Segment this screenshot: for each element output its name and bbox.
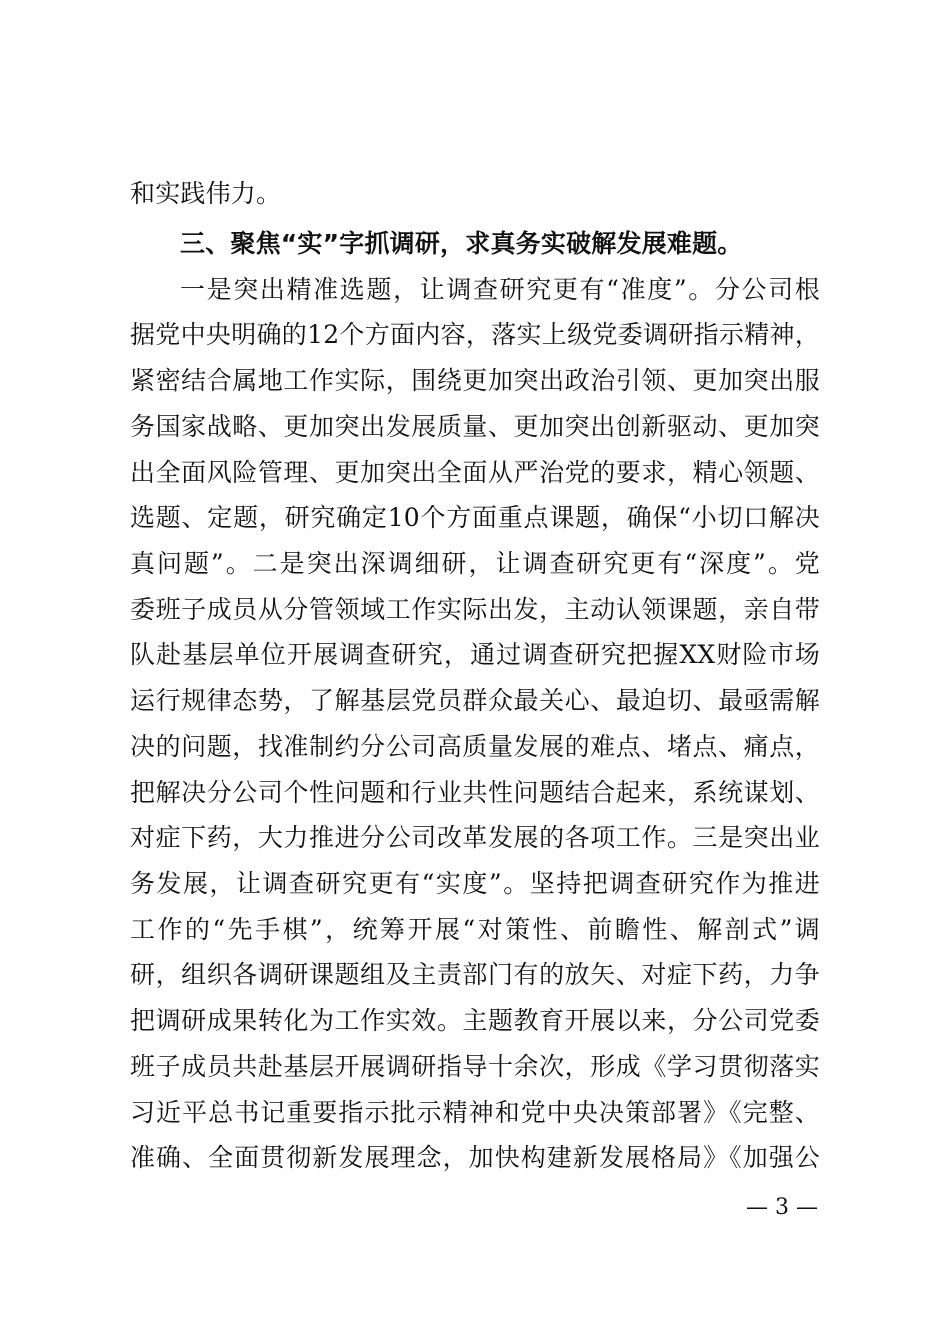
text-line: 队赴基层单位开展调查研究，通过调查研究把握XX财险市场: [130, 640, 820, 669]
text-line: 委班子成员从分管领域工作实际出发，主动认领课题，亲自带: [130, 595, 820, 624]
text-line: 选题、定题，研究确定10个方面重点课题，确保“小切口解决: [130, 503, 820, 532]
text-line: 真问题”。二是突出深调细研，让调查研究更有“深度”。党: [130, 549, 820, 578]
text-line: 务发展，让调查研究更有“实度”。坚持把调查研究作为推进: [130, 869, 820, 898]
text-line: 把调研成果转化为工作实效。主题教育开展以来，分公司党委: [130, 1006, 820, 1035]
text-line-continuation: 和实践伟力。: [130, 179, 282, 208]
text-line: 运行规律态势，了解基层党员群众最关心、最迫切、最亟需解: [130, 686, 820, 715]
text-line: 紧密结合属地工作实际，围绕更加突出政治引领、更加突出服: [130, 366, 820, 395]
text-line: 对症下药，大力推进分公司改革发展的各项工作。三是突出业: [130, 823, 820, 852]
text-line: 准确、全面贯彻新发展理念，加快构建新发展格局》《加强公: [130, 1143, 820, 1172]
text-line: 决的问题，找准制约分公司高质量发展的难点、堵点、痛点，: [130, 732, 820, 761]
text-line: 出全面风险管理、更加突出全面从严治党的要求，精心领题、: [130, 458, 820, 487]
page-number: — 3 —: [746, 1195, 818, 1220]
text-line: 把解决分公司个性问题和行业共性问题结合起来，系统谋划、: [130, 778, 820, 807]
text-line-paragraph-start: 一是突出精准选题，让调查研究更有“准度”。分公司根: [180, 275, 820, 304]
text-line: 务国家战略、更加突出发展质量、更加突出创新驱动、更加突: [130, 412, 820, 441]
text-line: 班子成员共赴基层开展调研指导十余次，形成《学习贯彻落实: [130, 1052, 820, 1081]
text-line: 研，组织各调研课题组及主责部门有的放矢、对症下药，力争: [130, 960, 820, 989]
text-line: 习近平总书记重要指示批示精神和党中央决策部署》《完整、: [130, 1098, 820, 1127]
text-line: 工作的“先手棋”，统筹开展“对策性、前瞻性、解剖式”调: [130, 915, 820, 944]
text-line: 据党中央明确的12个方面内容，落实上级党委调研指示精神，: [130, 320, 820, 349]
section-heading: 三、聚焦“实”字抓调研，求真务实破解发展难题。: [180, 229, 743, 258]
